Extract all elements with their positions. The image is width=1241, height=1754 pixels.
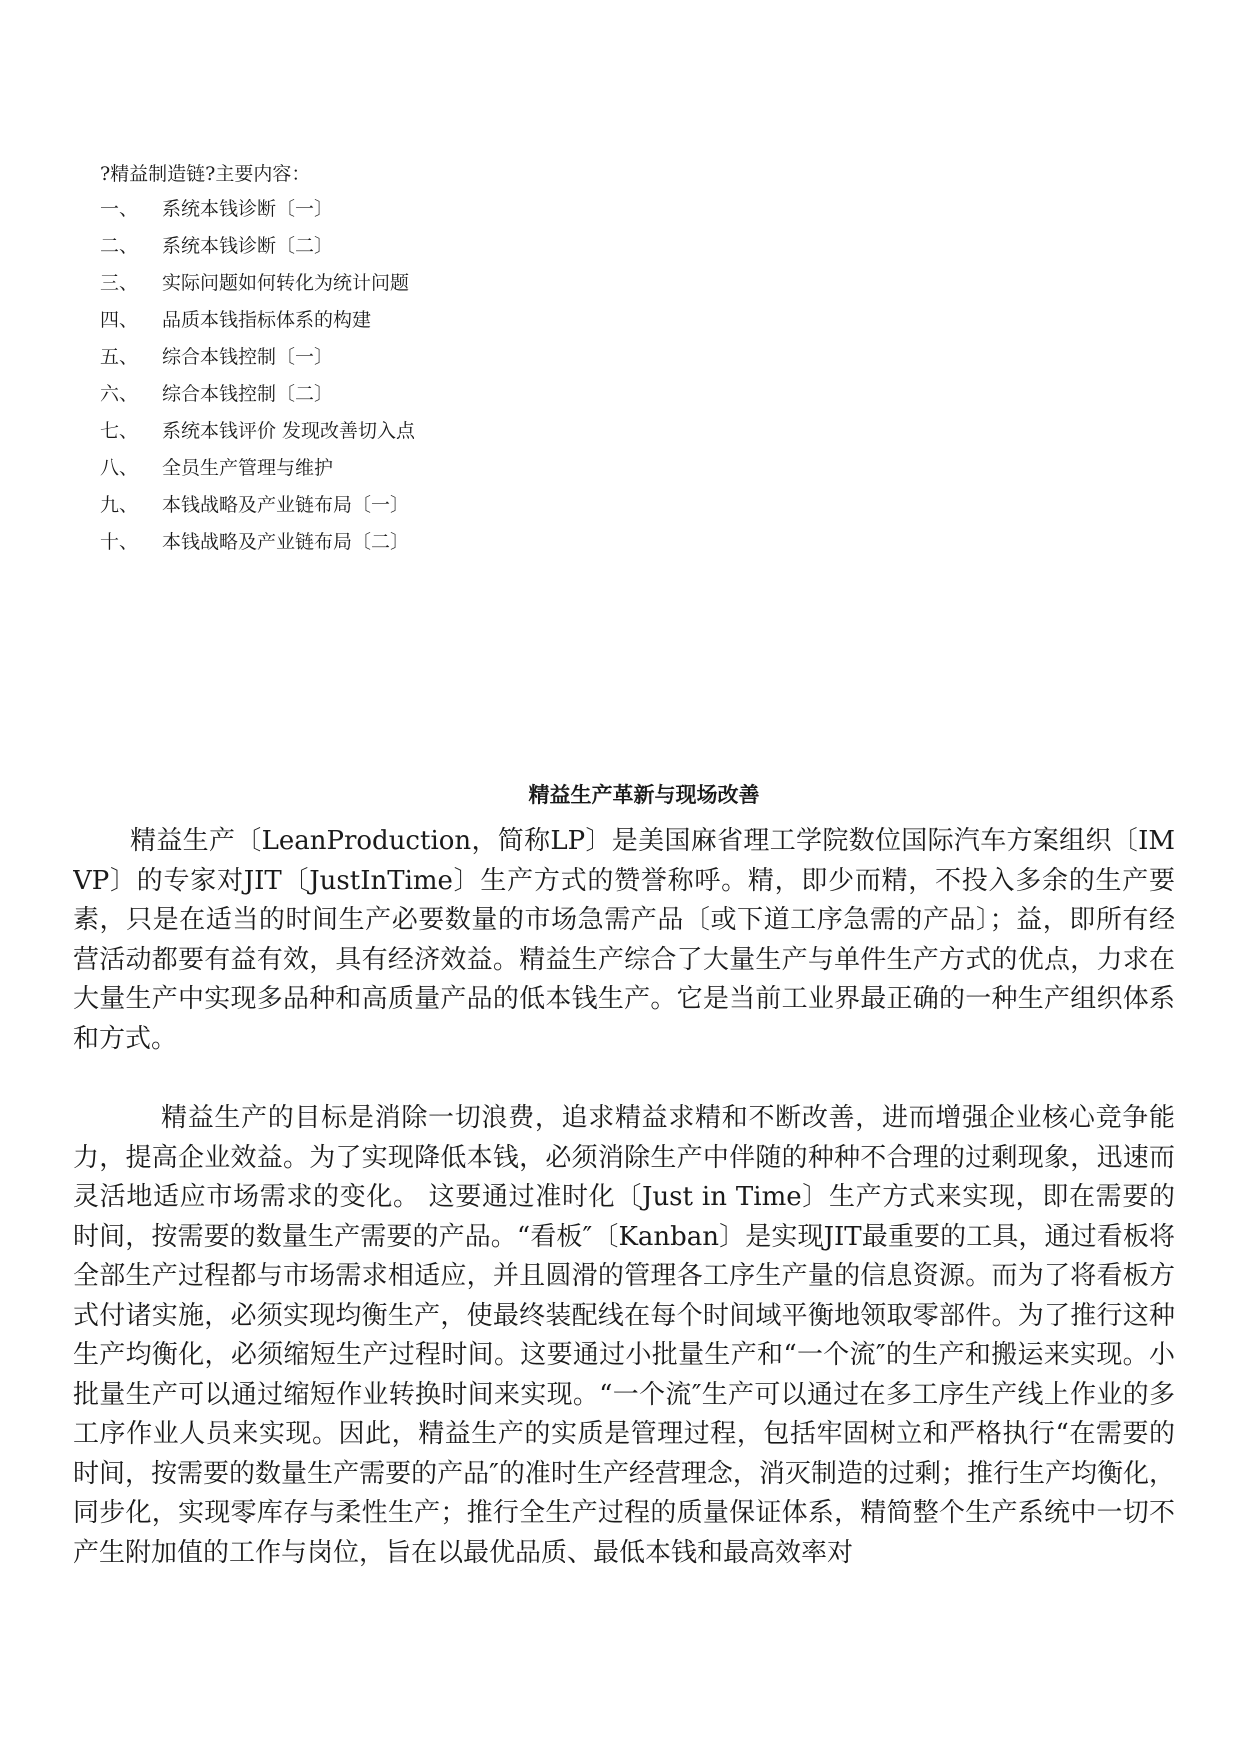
toc-item-text: 综合本钱控制〔二〕 bbox=[162, 383, 334, 405]
toc-item-text: 综合本钱控制〔一〕 bbox=[162, 346, 334, 368]
toc-item bbox=[100, 306, 620, 343]
toc-item bbox=[100, 417, 620, 454]
toc-item-text: 系统本钱评价 发现改善切入点 bbox=[162, 420, 416, 442]
toc-title: ?精益制造链?主要内容： bbox=[100, 163, 311, 185]
toc-item-text: 实际问题如何转化为统计问题 bbox=[162, 272, 410, 294]
toc-item bbox=[100, 528, 620, 556]
toc-item-number: 八、 bbox=[100, 457, 139, 479]
toc-item-number: 六、 bbox=[100, 383, 139, 405]
toc-item bbox=[100, 195, 620, 232]
toc-item bbox=[100, 269, 620, 306]
toc-item-number: 五、 bbox=[100, 346, 139, 368]
toc-item-text: 本钱战略及产业链布局〔二〕 bbox=[162, 531, 410, 553]
toc-item-text: 系统本钱诊断〔二〕 bbox=[162, 235, 334, 257]
table-of-contents bbox=[100, 160, 620, 556]
toc-item-number: 七、 bbox=[100, 420, 139, 442]
toc-item-number: 四、 bbox=[100, 309, 139, 331]
toc-item-text: 本钱战略及产业链布局〔一〕 bbox=[162, 494, 410, 516]
article-paragraph: 精益生产〔LeanProduction，简称LP〕是美国麻省理工学院数位国际汽车方案组织〔IMVP〕的专家对JIT〔JustInTime〕生产方式的赞誉称呼。精，即少而精，不投入多余的生产要素，只是在适当的时间生产必要数量的市场急需产品〔或下道工序急需的产品〕；益，即所有经营活动都要有益有效，具有经济效益。精益生产综合了大量生产与单件生产方式的优点，力求在大量生产中实现多品种和高质量产品的低本钱生产。它是当前工业界最正确的一种生产组织体系和方式。 bbox=[73, 826, 1175, 1054]
toc-item-number: 一、 bbox=[100, 198, 139, 220]
toc-item-text: 全员生产管理与维护 bbox=[162, 457, 334, 479]
toc-item-number: 九、 bbox=[100, 494, 139, 516]
toc-item bbox=[100, 343, 620, 380]
article bbox=[73, 780, 1175, 1573]
toc-item bbox=[100, 491, 620, 528]
article-paragraph: 精益生产的目标是消除一切浪费，追求精益求精和不断改善，进而增强企业核心竞争能力，提高企业效益。为了实现降低本钱，必须消除生产中伴随的种种不合理的过剩现象，迅速而灵活地适应市场需求的变化。 这要通过准时化〔Just in Time〕生产方式来实现，即在需要的时间，按需要的数量生产需要的产品。“看板″〔Kanban〕是实现JIT最重要的工具，通过看板将全部生产过程都与市场需求相适应，并且圆滑的管理各工序生产量的信息资源。而为了将看板方式付诸实施，必须实现均衡生产，使最终装配线在每个时间域平衡地领取零部件。为了推行这种生产均衡化，必须缩短生产过程时间。这要通过小批量生产和“一个流″的生产和搬运来实现。小批量生产可以通过缩短作业转换时间来实现。“一个流″生产可以通过在多工序生产线上作业的多工序作业人员来实现。因此，精益生产的实质是管理过程，包括牢固树立和严格执行“在需要的时间，按需要的数量生产需要的产品″的准时生产经营理念，消灭制造的过剩；推行生产均衡化，同步化，实现零库存与柔性生产；推行全生产过程的质量保证体系，精简整个生产系统中一切不产生附加值的工作与岗位，旨在以最优品质、最低本钱和最高效率对 bbox=[73, 1103, 1175, 1568]
toc-item-number: 十、 bbox=[100, 531, 139, 553]
toc-item-number: 三、 bbox=[100, 272, 139, 294]
toc-item bbox=[100, 454, 620, 491]
toc-item-text: 品质本钱指标体系的构建 bbox=[162, 309, 372, 331]
toc-item bbox=[100, 380, 620, 417]
toc-item-number: 二、 bbox=[100, 235, 139, 257]
toc-list bbox=[100, 195, 620, 556]
toc-item bbox=[100, 232, 620, 269]
toc-item-text: 系统本钱诊断〔一〕 bbox=[162, 198, 334, 220]
article-title: 精益生产革新与现场改善 bbox=[528, 783, 760, 807]
